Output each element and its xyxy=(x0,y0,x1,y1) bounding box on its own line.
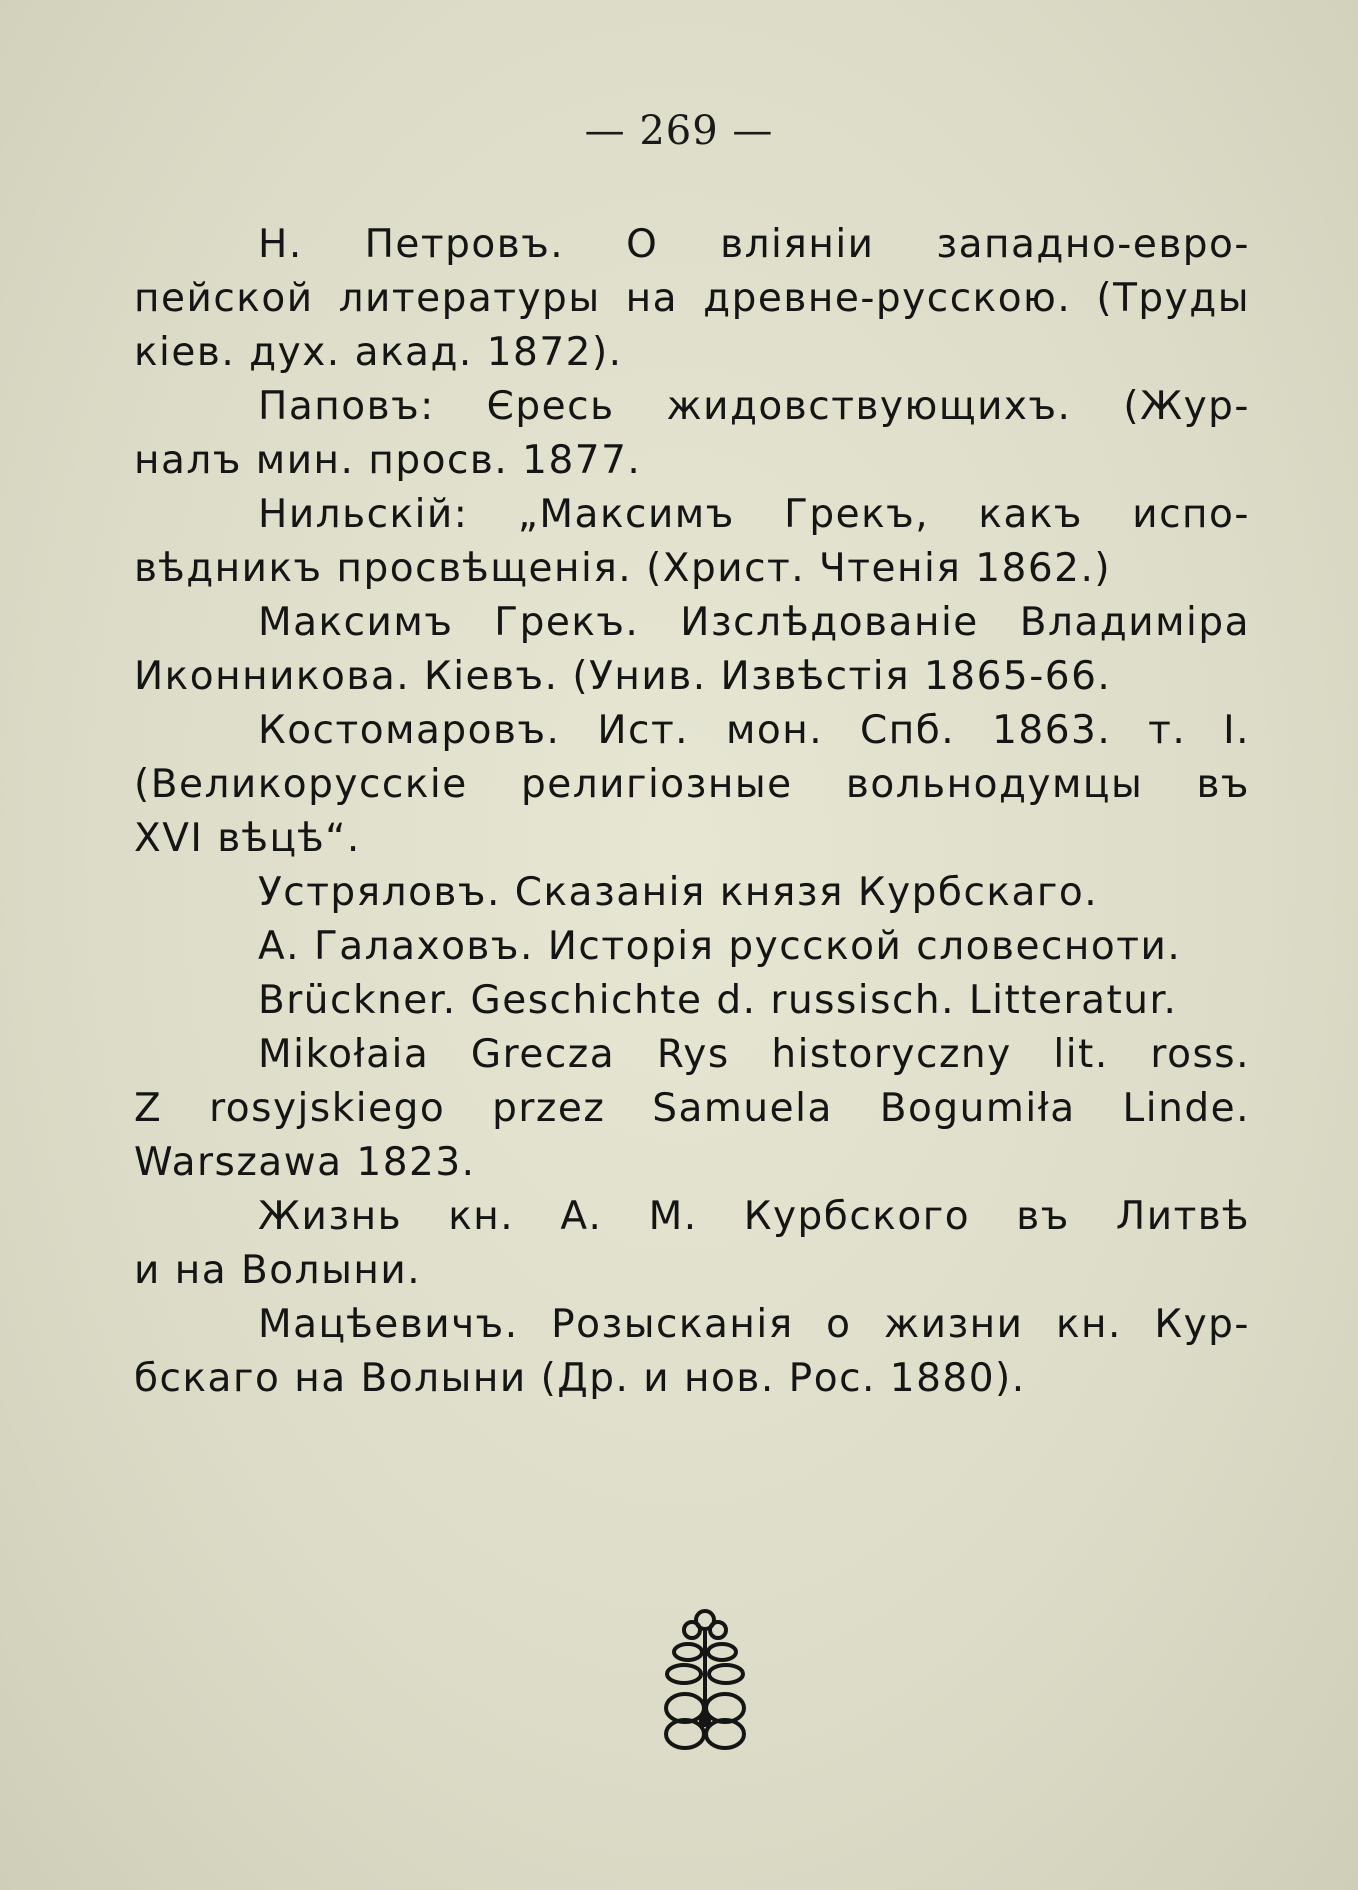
floral-tailpiece-icon xyxy=(650,1608,760,1758)
text-line: Н. Петровъ. О вліяніи западно-евро- xyxy=(258,222,1250,267)
text-line: Warszawa 1823. xyxy=(134,1140,476,1185)
text-line: (Великорусскіе религіозные вольнодумцы въ xyxy=(134,762,1250,807)
text-line: налъ мин. просв. 1877. xyxy=(134,438,642,483)
text-line: Устряловъ. Сказанія князя Курбскаго. xyxy=(258,870,1099,915)
text-line: Максимъ Грекъ. Изслѣдованіе Владиміра xyxy=(258,600,1250,645)
text-line: Мацѣевичъ. Розысканія о жизни кн. Кур- xyxy=(258,1302,1250,1347)
text-line: Нильскій: „Максимъ Грекъ, какъ испо- xyxy=(258,492,1250,537)
text-line: Костомаровъ. Ист. мон. Спб. 1863. т. I. xyxy=(258,708,1250,753)
text-line: XVI вѣцѣ“. xyxy=(134,816,361,861)
text-line: А. Галаховъ. Исторія русской словесноти. xyxy=(258,924,1182,969)
text-line: пейской литературы на древне-русскою. (Труды xyxy=(134,276,1250,321)
text-line: и на Волыни. xyxy=(134,1248,422,1293)
text-line: Mikołaia Grecza Rys historyczny lit. ross. xyxy=(258,1032,1250,1077)
text-line: Жизнь кн. А. М. Курбского въ Литвѣ xyxy=(258,1194,1250,1239)
text-line: бскаго на Волыни (Др. и нов. Рос. 1880). xyxy=(134,1356,1026,1401)
text-line: Brückner. Geschichte d. russisch. Litteratur. xyxy=(258,978,1178,1023)
bibliography-list xyxy=(134,218,1250,1406)
text-line: Иконникова. Кіевъ. (Унив. Извѣстія 1865-66. xyxy=(134,654,1112,699)
text-line: вѣдникъ просвѣщенія. (Христ. Чтенія 1862.) xyxy=(134,546,1112,591)
text-line: кіев. дух. акад. 1872). xyxy=(134,330,623,375)
text-line: Z rosyjskiego przez Samuela Bogumiła Linde. xyxy=(134,1086,1250,1131)
text-line: Паповъ: Єресь жидовствующихъ. (Жур- xyxy=(258,384,1250,429)
page-number: — 269 — xyxy=(584,108,774,154)
